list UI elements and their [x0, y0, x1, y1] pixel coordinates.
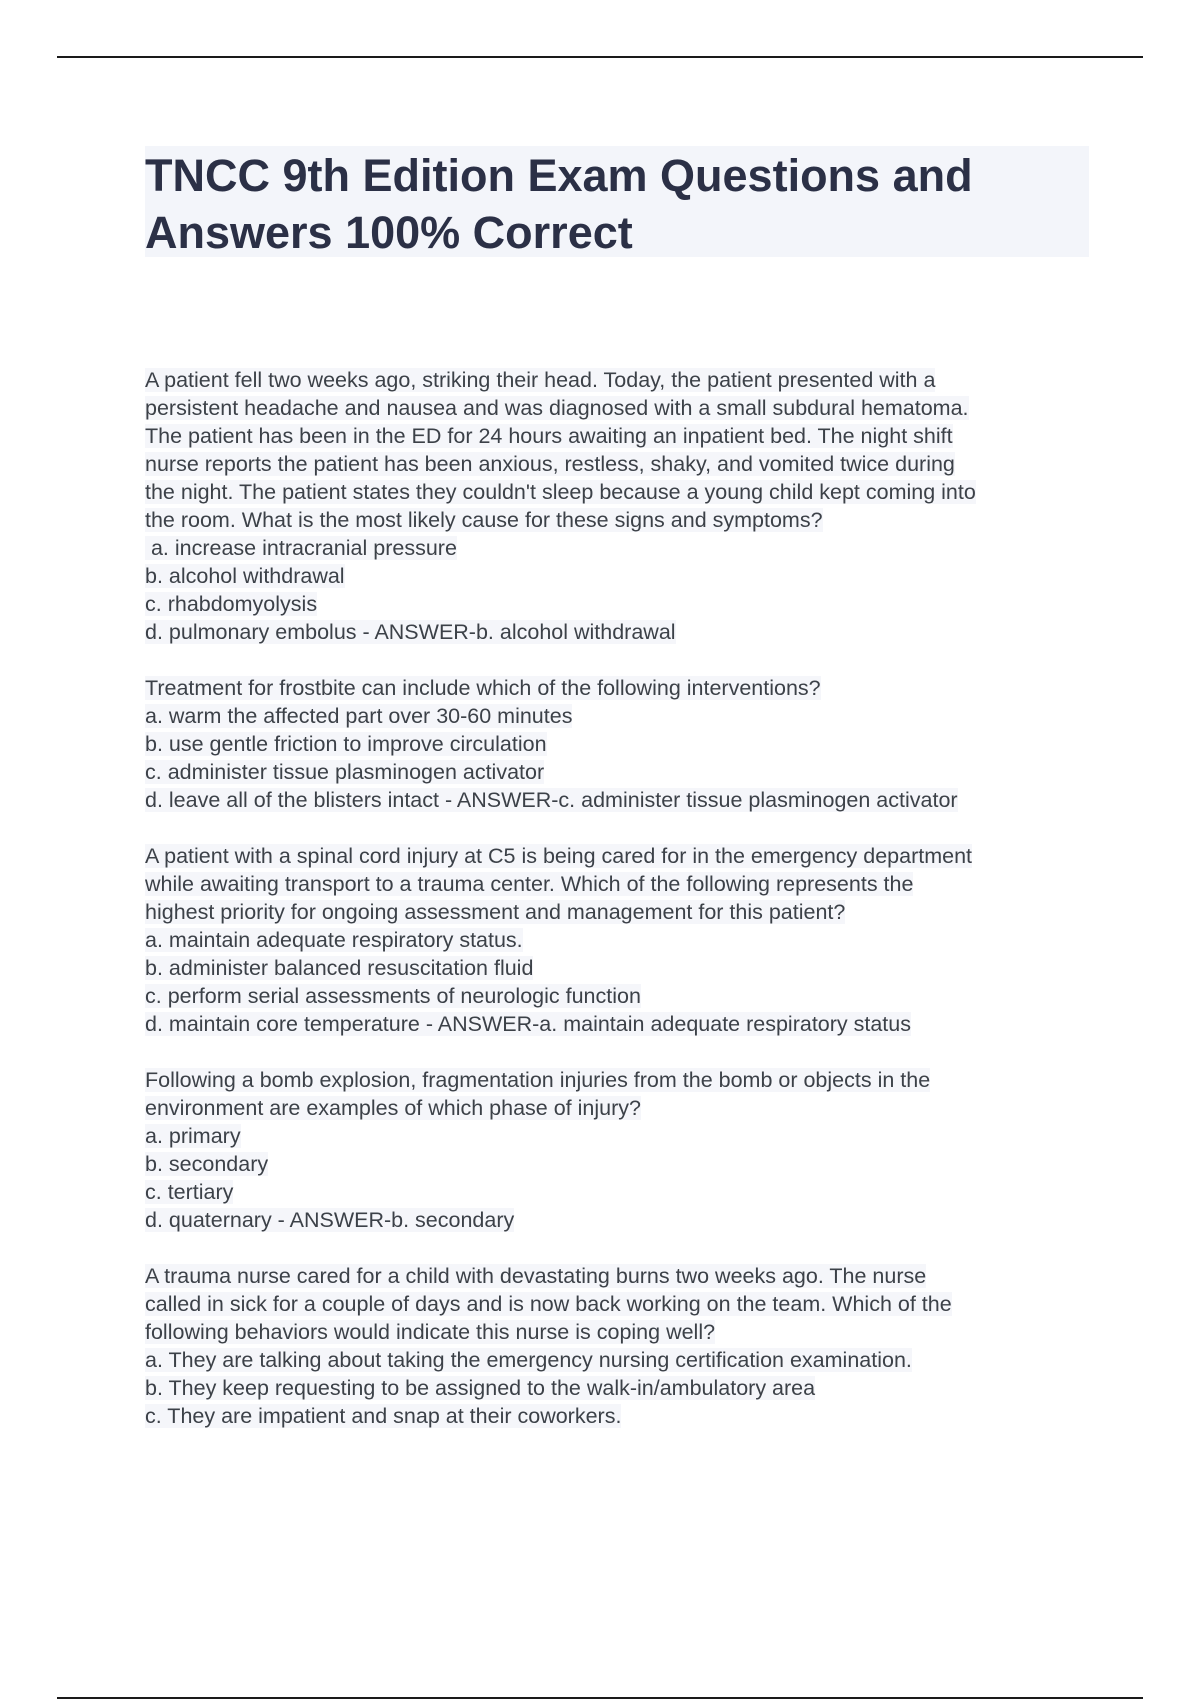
question-5 [145, 1262, 1105, 1430]
question-text-line: the night. The patient states they couldn't sleep because a young child kept coming into [145, 480, 976, 504]
answer-option: a. primary [145, 1124, 241, 1148]
answer-option-with-answer: d. quaternary - ANSWER-b. secondary [145, 1208, 515, 1232]
answer-option-with-answer: d. pulmonary embolus - ANSWER-b. alcohol withdrawal [145, 620, 676, 644]
title-block [145, 146, 1089, 257]
answer-option: b. alcohol withdrawal [145, 564, 345, 588]
question-text-line: A patient with a spinal cord injury at C5 is being cared for in the emergency department [145, 844, 973, 868]
question-text-line: Following a bomb explosion, fragmentation injuries from the bomb or objects in the [145, 1068, 931, 1092]
answer-option: c. administer tissue plasminogen activator [145, 760, 545, 784]
title-line: TNCC 9th Edition Exam Questions and [145, 150, 973, 201]
answer-option-with-answer: d. leave all of the blisters intact - ANSWER-c. administer tissue plasminogen activator [145, 788, 958, 812]
question-text-line: A patient fell two weeks ago, striking their head. Today, the patient presented with a [145, 368, 936, 392]
question-text-line: while awaiting transport to a trauma center. Which of the following represents the [145, 872, 914, 896]
document-title [145, 147, 1089, 261]
question-1 [145, 366, 1105, 646]
question-text-line: following behaviors would indicate this nurse is coping well? [145, 1320, 716, 1344]
answer-option: c. perform serial assessments of neurologic function [145, 984, 641, 1008]
question-text-line: The patient has been in the ED for 24 hours awaiting an inpatient bed. The night shift [145, 424, 953, 448]
answer-option-with-answer: d. maintain core temperature - ANSWER-a. maintain adequate respiratory status [145, 1012, 911, 1036]
top-rule [57, 56, 1143, 58]
question-text-line: A trauma nurse cared for a child with devastating burns two weeks ago. The nurse [145, 1264, 927, 1288]
answer-option: c. tertiary [145, 1180, 234, 1204]
question-text-line: environment are examples of which phase of injury? [145, 1096, 641, 1120]
question-2 [145, 674, 1105, 814]
question-3 [145, 842, 1105, 1038]
question-text-line: nurse reports the patient has been anxious, restless, shaky, and vomited twice during [145, 452, 955, 476]
answer-option: a. They are talking about taking the emergency nursing certification examination. [145, 1348, 912, 1372]
answer-option: b. administer balanced resuscitation fluid [145, 956, 534, 980]
title-line: Answers 100% Correct [145, 207, 633, 258]
answer-option: a. maintain adequate respiratory status. [145, 928, 523, 952]
answer-option: b. secondary [145, 1152, 269, 1176]
answer-option: a. warm the affected part over 30-60 minutes [145, 704, 573, 728]
answer-option: a. increase intracranial pressure [145, 536, 457, 560]
question-list [145, 366, 1105, 1458]
question-text-line: Treatment for frostbite can include which of the following interventions? [145, 676, 821, 700]
question-4 [145, 1066, 1105, 1234]
question-text-line: persistent headache and nausea and was diagnosed with a small subdural hematoma. [145, 396, 969, 420]
answer-option: c. They are impatient and snap at their coworkers. [145, 1404, 622, 1428]
question-text-line: the room. What is the most likely cause for these signs and symptoms? [145, 508, 823, 532]
answer-option: b. They keep requesting to be assigned to the walk-in/ambulatory area [145, 1376, 816, 1400]
question-text-line: called in sick for a couple of days and is now back working on the team. Which of the [145, 1292, 952, 1316]
answer-option: b. use gentle friction to improve circulation [145, 732, 547, 756]
question-text-line: highest priority for ongoing assessment and management for this patient? [145, 900, 846, 924]
answer-option: c. rhabdomyolysis [145, 592, 318, 616]
bottom-rule [57, 1697, 1143, 1699]
